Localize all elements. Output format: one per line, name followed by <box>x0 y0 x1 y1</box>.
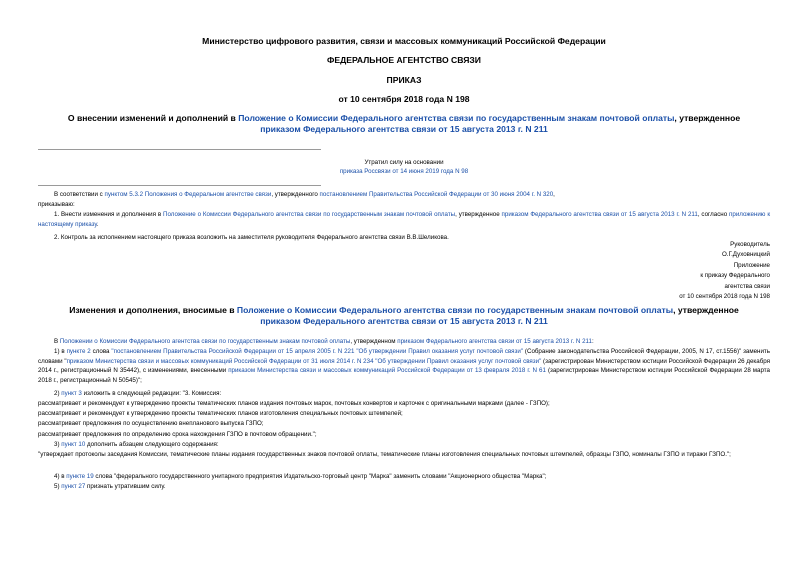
amendment-4 <box>38 472 770 482</box>
preamble-text-2: , утвержденного <box>271 191 320 198</box>
amendment-2-line-c: рассматривает предложения по осуществлению внепланового выпуска ГЗПО; <box>38 420 264 427</box>
appendix-ref-2: агентства связи <box>724 282 770 290</box>
signatory-name: О.Г.Духовницкий <box>721 251 770 259</box>
amendment1-link-clause[interactable]: пункте 2 <box>66 348 91 355</box>
amendment-2 <box>38 389 770 399</box>
document-type: ПРИКАЗ <box>386 75 422 85</box>
title-prefix: О внесении изменений и дополнений в <box>67 113 239 123</box>
item1-link-order[interactable]: приказом Федерального агентства связи от 15 августа 2013 г. N 211 <box>501 211 698 218</box>
intro-text-1: В <box>54 338 60 345</box>
amendment1-link-order-61[interactable]: приказом Министерства связи и массовых коммуникаций Российской Федерации от 13 февраля 2018 г. N 61 <box>228 367 546 375</box>
preamble-link-regulation[interactable]: пунктом 5.3.2 Положения о Федеральном агентстве связи <box>104 191 272 198</box>
appendix-title-mid: , утвержденное <box>673 305 739 315</box>
amendment2-text-1: 2) <box>54 390 62 397</box>
item1-text-2: , утвержденное <box>455 211 502 218</box>
intro-link-regulation[interactable]: Положении о Комиссии Федерального агентства связи по государственным знакам почтовой оплаты <box>59 338 351 345</box>
preamble-link-decree[interactable]: постановлением Правительства Российской Федерации от 30 июня 2004 г. N 320 <box>319 191 554 198</box>
appendix-title <box>38 305 770 327</box>
appendix-title-link-order[interactable]: приказом Федерального агентства связи от 15 августа 2013 г. N 211 <box>260 316 548 326</box>
amendment1-text-4: (зарегистрирован Министерством юстиции Российской Федерации 26 декабря 2014 г., регистрационный N 35442), с изменениями, внесенными <box>38 357 770 375</box>
document-date-number: от 10 сентября 2018 года N 198 <box>338 94 470 104</box>
amendment-2-line-d: рассматривает предложения по определению срока нахождения ГЗПО в почтовом обращении."; <box>38 431 317 438</box>
item1-text-3: , согласно <box>697 211 730 218</box>
amendment2-link-clause[interactable]: пункт 3 <box>61 390 82 397</box>
order-item-1 <box>38 210 770 229</box>
document-title <box>38 113 770 135</box>
item1-link-appendix[interactable]: приложению к настоящему приказу <box>38 211 771 228</box>
amendment1-text-5: (зарегистрирован Министерством юстиции Российской Федерации 28 марта 2018 г., регистрационный N 50545)"; <box>38 367 770 385</box>
intro-text-2: , утвержденном <box>350 338 398 345</box>
order-word: приказываю: <box>38 201 75 208</box>
amendment4-text-1: 4) в <box>54 473 67 480</box>
title-link-regulation[interactable]: Положение о Комиссии Федерального агентства связи по государственным знакам почтовой оплаты <box>238 113 675 123</box>
title-mid: , утвержденное <box>674 113 741 123</box>
amendment1-text-1: 1) в <box>54 348 67 355</box>
item1-text-4: . <box>96 220 99 228</box>
amendment5-text-1: 5) <box>54 483 62 490</box>
amendment3-text-1: 3) <box>54 441 62 448</box>
intro-text-3: : <box>591 338 594 345</box>
preamble <box>38 190 770 200</box>
amendment1-link-decree[interactable]: "постановлением Правительства Российской Федерации от 15 апреля 2005 г. N 221 "Об утверждении Правил оказания услуг почтовой связи" <box>111 348 524 355</box>
amendment5-link-clause[interactable]: пункт 27 <box>61 483 86 490</box>
agency-name: ФЕДЕРАЛЬНОЕ АГЕНТСТВО СВЯЗИ <box>327 55 481 65</box>
intro-link-order[interactable]: приказом Федерального агентства связи от 15 августа 2013 г. N 211 <box>397 338 592 345</box>
amendment-1 <box>38 347 770 386</box>
amendment-2-line-b: рассматривает и рекомендует к утверждению проекты тематических планов изготовления специальных почтовых штемпелей; <box>38 410 403 417</box>
amendment1-text-3: (Собрание законодательства Российской Федерации, 2005, N 17, ст.1556)" заменить словами " <box>38 348 770 365</box>
preamble-text-3: , <box>553 191 555 198</box>
lost-force-note <box>288 158 520 176</box>
amendment-5 <box>38 482 770 492</box>
amendment4-text-2: слова "федерального государственного унитарного предприятия Издательско-торговый центр "Марка" заменить словами "Акционерного общества "Марка"; <box>93 473 547 480</box>
signatory-position: Руководитель <box>730 241 770 248</box>
item1-text-1: 1. Внести изменения и дополнения в <box>54 211 164 218</box>
amendment2-text-2: изложить в следующей редакции: "3. Комиссия: <box>81 390 222 397</box>
appendix-title-link-regulation[interactable]: Положение о Комиссии Федерального агентства связи по государственным знакам почтовой оплаты <box>236 305 674 315</box>
divider-top <box>38 149 321 150</box>
amendment4-link-clause[interactable]: пункте 19 <box>66 473 94 480</box>
appendix-ref-3: от 10 сентября 2018 года N 198 <box>679 293 770 301</box>
amendment3-text-2: дополнить абзацем следующего содержания: <box>85 441 219 448</box>
appendix-ref-1: к приказу Федерального <box>700 272 770 280</box>
amendment-3-text: "утверждает протоколы заседания Комиссии, тематические планы издания государственных знаков почтовой оплаты, тематические планы изготовления специальных почтовых штемпелей, образцы ГЗПО, номиналы ГЗПО и тиражи ГЗПО."; <box>38 451 731 458</box>
amendment-2-line-a: рассматривает и рекомендует к утверждению проекты тематических планов издания почтовых марок, почтовых конвертов и карточек с оригинальными марками (далее - ГЗПО); <box>38 400 550 407</box>
preamble-text-1: В соответствии с <box>54 191 105 198</box>
appendix-title-prefix: Изменения и дополнения, вносимые в <box>69 305 237 315</box>
body-intro <box>38 337 770 347</box>
amendment3-link-clause[interactable]: пункт 10 <box>61 441 86 448</box>
divider-bottom <box>38 185 321 186</box>
lost-force-link[interactable]: приказа Россвязи от 14 июня 2019 года N 98 <box>339 168 469 175</box>
title-link-order[interactable]: приказом Федерального агентства связи от 15 августа 2013 г. N 211 <box>260 124 548 134</box>
lost-force-text: Утратил силу на основании <box>364 159 444 166</box>
signature-block <box>679 240 770 302</box>
amendment5-text-2: признать утратившим силу. <box>85 483 166 490</box>
amendment-3 <box>38 440 770 450</box>
order-item-2: 2. Контроль за исполнением настоящего приказа возложить на заместителя руководителя Федерального агентства связи В.В.Шеликова. <box>54 234 449 241</box>
appendix-label: Приложение <box>733 261 770 269</box>
item1-link-regulation[interactable]: Положение о Комиссии Федерального агентства связи по государственным знакам почтовой оплаты <box>163 211 456 218</box>
ministry-name: Министерство цифрового развития, связи и массовых коммуникаций Российской Федерации <box>202 36 606 46</box>
amendment1-link-order-234[interactable]: приказом Министерства связи и массовых коммуникаций Российской Федерации от 31 июля 2014 г. N 234 "Об утверждении Правил оказания услуг почтовой связи" <box>66 357 542 365</box>
amendment1-text-2: слова <box>90 348 112 355</box>
